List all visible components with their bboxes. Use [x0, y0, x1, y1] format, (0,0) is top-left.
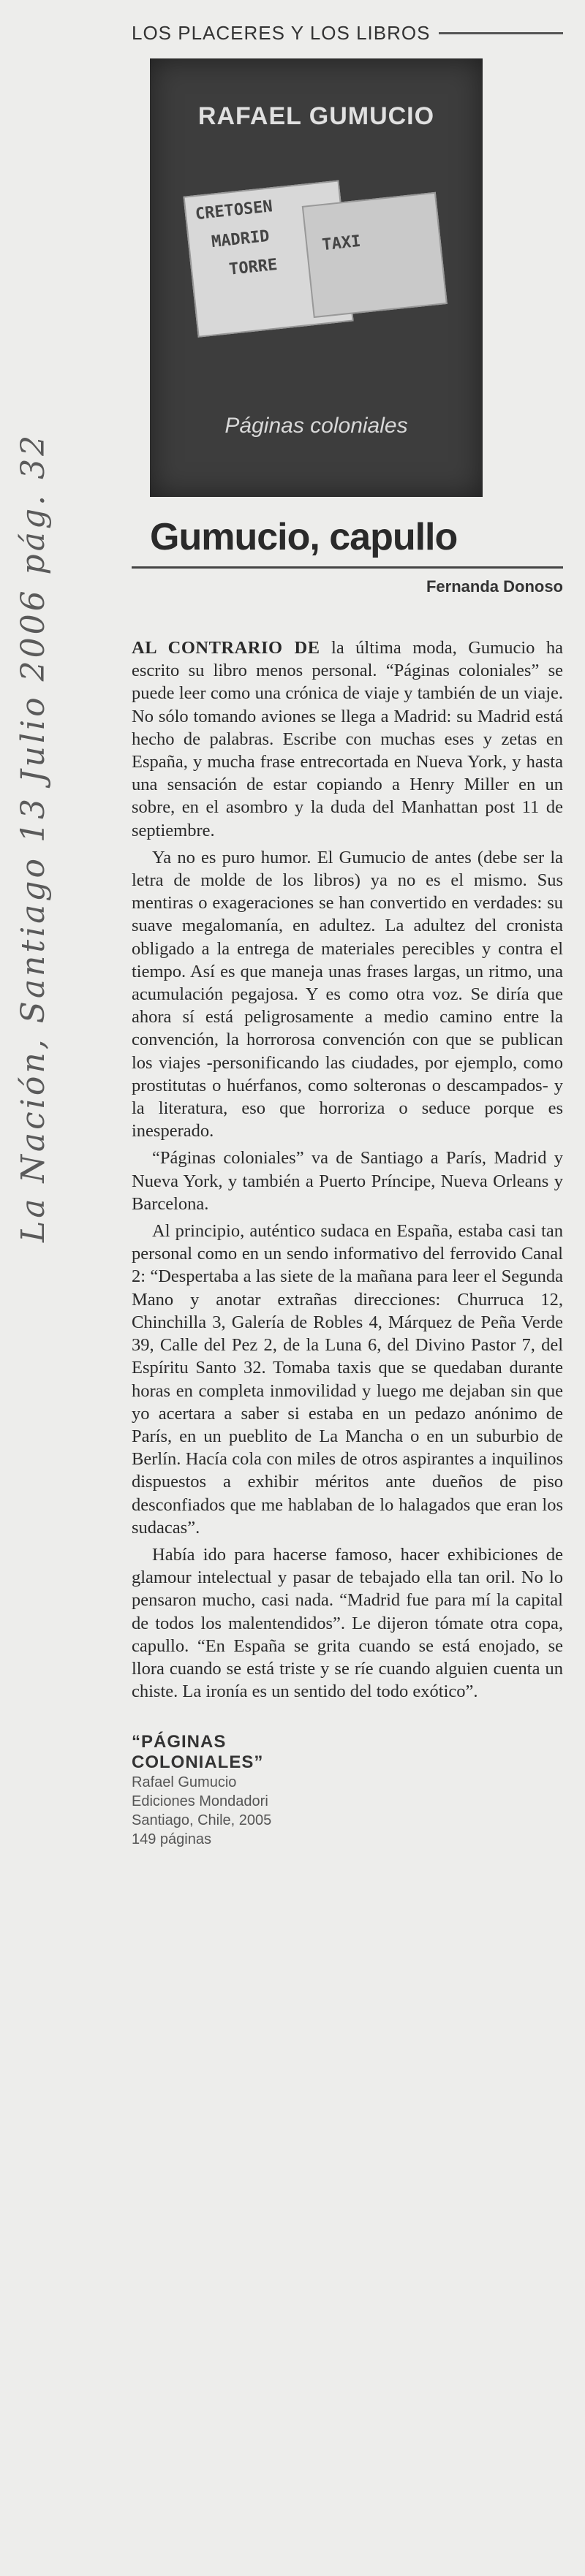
book-info-line: Ediciones Mondadori	[132, 1793, 268, 1810]
cover-scribble: MADRID	[210, 227, 271, 252]
article-body	[132, 637, 563, 1703]
lead-caps: AL CONTRARIO DE	[132, 638, 320, 658]
article-byline: Fernanda Donoso	[426, 577, 563, 596]
cover-scribble: TAXI	[321, 232, 362, 255]
handwritten-margin-note: La Nación, Santiago 13 Julio 2006 pág. 32	[15, 432, 52, 1242]
cover-author: RAFAEL GUMUCIO	[197, 102, 435, 130]
book-info-line: Santiago, Chile, 2005	[132, 1812, 272, 1829]
book-info-line: Rafael Gumucio	[132, 1774, 237, 1791]
paragraph-text: la última moda, Gumucio ha escrito su libro menos personal. “Páginas coloniales” se puede leer como una crónica de viaje y también de un viaje. No sólo tomando aviones se llega a Madrid: su Madrid está hecho de palabras. Escribe con muchas eses y zetas en España, y mucha frase entrecortada en Nueva York, y hasta una sensación de estar copiando a Henry Miller en un sobre, en el asombro y la duda del Manhattan post 11 de septiembre.	[132, 638, 563, 840]
cover-title: Páginas coloniales	[224, 414, 408, 438]
cover-scribble: TORRE	[228, 255, 279, 279]
section-rule	[439, 32, 563, 34]
article-paragraph: Había ido para hacerse famoso, hacer exhibiciones de glamour intelectual y pasar de tebajado ella tan oril. No lo pensaron mucho, casi nada. “Madrid fue para mí la capital de todos los malentendidos”. Le dijeron tómate otra copa, capullo. “En España se grita cuando se está enojado, se llora cuando se está triste y se ríe cuando alguien cuenta un chiste. La ironía es un sentido del todo exótico”.	[132, 1544, 563, 1702]
title-rule	[132, 566, 563, 569]
cover-collage	[182, 162, 453, 349]
cover-scribble: CRETOSEN	[194, 197, 273, 224]
book-info-title: “PÁGINAS COLONIALES”	[132, 1732, 264, 1773]
article-column	[132, 15, 563, 1849]
article-paragraph	[132, 637, 563, 842]
article-paragraph: Al principio, auténtico sudaca en España, estaba casi tan personal como en un sendo informativo del ferrovido Canal 2: “Despertaba a las siete de la mañana para leer el Segunda Mano y anotar extrañas direcciones: Churruca 12, Chinchilla 3, Galería de Robles 4, Márquez de Peña Verde 39, Calle del Pez 2, de la Luna 6, del Divino Pastor 7, del Espíritu Santo 32. Tomaba taxis que se quedaban durante horas en completa inmovilidad y luego me dejaban sin que yo acertara a saber si estaba en un pedazo anónimo de París, en un pueblito de La Mancha o en un suburbio de Berlín. Hacía cola con miles de otros aspirantes a inquilinos dispuestos a exhibir méritos ante dueños de piso desconfiados que me hablaban de lo halagados que eran los sudacas”.	[132, 1221, 563, 1538]
book-info-box	[132, 1732, 563, 1849]
article-paragraph: Ya no es puro humor. El Gumucio de antes (debe ser la letra de molde de los libros) ya no es el mismo. Sus mentiras o exageraciones se han convertido en verdades: su suave megalomanía, en adultez. La adultez del cronista obligado a la entrega de materiales perecibles y contra el tiempo. Así es que maneja unas frases largas, un ritmo, una acumulación pegajosa. Y es como otra voz. Se diría que ahora sí está peligrosamente a medio camino entre la convención, la horrorosa convención con que se publican los viajes -personificando las ciudades, por ejemplo, como prostitutas o huérfanos, como solteronas o descampados- y la literatura, eso que horroriza o seduce porque es inesperado.	[132, 847, 563, 1141]
article-paragraph: “Páginas coloniales” va de Santiago a París, Madrid y Nueva York, y también a Puerto Príncipe, Nueva Orleans y Barcelona.	[132, 1148, 563, 1214]
cover-card	[302, 192, 448, 318]
book-info-line: 149 páginas	[132, 1831, 211, 1848]
section-header	[132, 15, 563, 51]
article-title: Gumucio, capullo	[150, 516, 458, 558]
section-label: LOS PLACERES Y LOS LIBROS	[132, 21, 431, 44]
book-cover-image	[150, 58, 483, 497]
